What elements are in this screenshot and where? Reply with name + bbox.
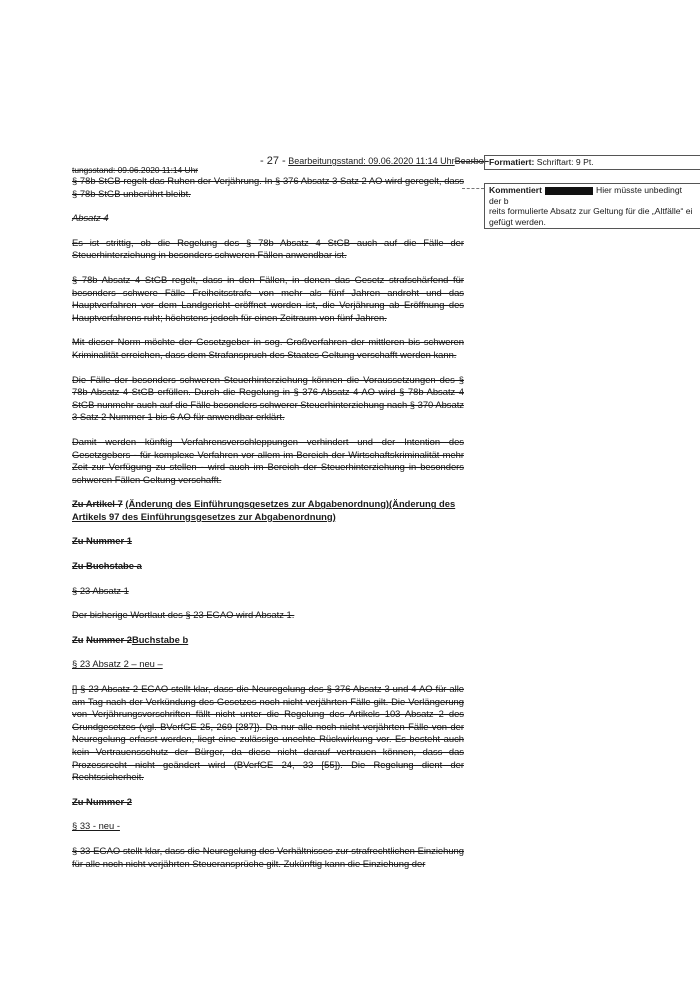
heading-23-absatz-1: § 23 Absatz 1 [72,584,129,596]
paragraph-strittig: Es ist strittig, ob die Regelung des § 78b Absatz 4 StGB auch auf die Fälle der Steuerhinterziehung in besonders schweren Fällen anwendbar ist. [72,236,464,261]
heading-nummer-2b: Zu Nummer 2 [72,795,132,807]
paragraph-verfahrensverschleppung: Damit werden künftig Verfahrensverschleppungen verhindert und der Intention des Gesetzgebers - für komplexe Verfahren vor allem im Bereich der Wirtschaftskriminalität mehr Zeit zur Verfügung zu stellen - wird auch im Bereich der Steuerhinterziehung in besonders schweren Fällen Geltung verschafft. [72,435,464,485]
heading-artikel-7-label: Zu Artikel 7 [72,498,123,510]
comment-line-2: reits formulierte Absatz zur Geltung für die „Altfälle“ ei [489,206,693,216]
comment-connector-2 [462,188,484,189]
format-text: Schriftart: 9 Pt. [536,157,594,167]
comment-label: Kommentiert [489,185,543,195]
comment-line-3: gefügt werden. [489,216,546,227]
format-balloon[interactable] [484,155,700,170]
heading-absatz-4: Absatz 4 [72,212,109,224]
comment-balloon[interactable] [484,183,700,229]
heading-artikel-7 [72,498,464,523]
header-stand-inserted: Bearbeitungsstand: 09.06.2020 11:14 Uhr [288,156,455,166]
header-stand-deleted-tail: Bearbei- [454,156,489,166]
format-balloon-box [484,155,700,170]
heading-nummer-1: Zu Nummer 1 [72,535,132,547]
paragraph-33-egao: § 33 EGAO stellt klar, dass die Neuregelung des Verhältnisses zur strafrechtlichen Einziehung für alle noch nicht verjährten Steueransprüche gilt. Zukünftig kann die Einziehung der [72,844,464,869]
comment-line-1: Hier müsste unbedingt der b [489,185,682,206]
main-text [72,166,464,882]
page-number: - 27 - [260,155,286,167]
heading-nummer-2 [72,634,464,647]
redacted-author-block [545,187,593,195]
header-stand-deleted-cont: tungsstand: 09.06.2020 11:14 Uhr [72,165,199,175]
heading-23-absatz-2: § 23 Absatz 2 – neu – [72,658,163,670]
paragraph-gesetzgeber: Mit dieser Norm möchte der Gesetzgeber in sog. Großverfahren der mittleren bis schweren Kriminalität erreichen, dass dem Strafanspruch des Staates Geltung verschafft werden kann. [72,336,464,360]
heading-buchstabe-b-inserted: Buchstabe b [131,633,189,645]
heading-nummer-2-zu: Zu [72,633,84,645]
heading-33-neu: § 33 - neu - [72,820,120,832]
heading-buchstabe-a: Zu Buchstabe a [72,560,142,572]
paragraph-78b-abs4: § 78b Absatz 4 StGB regelt, dass in den Fällen, in denen das Gesetz strafschärfend für besonders schwere Fälle Freiheitsstrafe von mehr als fünf Jahren androht und das Hauptverfahren vor dem Landgericht eröffnet worden ist, die Verjährung ab Eröffnung des Hauptverfahrens ruht; höchstens jedoch für einen Zeitraum von fünf Jahren. [72,273,464,323]
comment-balloon-box [484,183,700,229]
paragraph-schwere-faelle: Die Fälle der besonders schweren Steuerhinterziehung können die Voraussetzungen des § 78b Absatz 4 StGB erfüllen. Durch die Regelung in § 376 Absatz 4 AO wird § 78b Absatz 4 StGB nunmehr auch auf die Fälle besonders schwerer Steuerhinterziehung nach § 370 Absatz 3 Satz 2 Nummer 1 bis 6 AO für anwendbar erklärt. [72,373,464,423]
heading-nummer-2-deleted: Nummer 2 [86,633,132,645]
paragraph-23-absatz-2: [] § 23 Absatz 2 EGAO stellt klar, dass die Neuregelung des § 376 Absatz 3 und 4 AO für alle am Tag nach der Verkündung des Gesetzes noch nicht verjährten Fälle gilt. Die Verlängerung von Verjährungsvorschriften fällt nicht unter die Regelung des Artikels 103 Absatz 2 des Grundgesetzes (vgl. BVerfGE 25, 269 [287]). Da nur alle noch nicht verjährten Fälle von der Neuregelung erfasst werden, liegt eine zulässige unechte Rückwirkung vor. Es besteht auch kein Vertrauensschutz der Bürger, da diese nicht darauf vertrauen können, dass das Prozessrecht nicht geändert wird (BVerfGE 24, 33 [55]). Die Regelung dient der Rechtssicherheit. [72,683,464,783]
paragraph-78b: § 78b StGB regelt das Ruhen der Verjährung. In § 376 Absatz 3 Satz 2 AO wird geregelt, dass § 78b StGB unberührt bleibt. [72,175,464,199]
heading-artikel-7-deleted: (Änderung des Einführungsgesetzes zur Abgabenordnung) [125,498,390,510]
comment-connector [462,162,484,163]
paragraph-wortlaut: Der bisherige Wortlaut des § 23 EGAO wird Absatz 1. [72,609,295,621]
format-label: Formatiert: [489,157,535,167]
heading-artikel-7-inserted: (Änderung des Artikels 97 des Einführungsgesetzes zur Abgabenordnung) [72,498,456,522]
